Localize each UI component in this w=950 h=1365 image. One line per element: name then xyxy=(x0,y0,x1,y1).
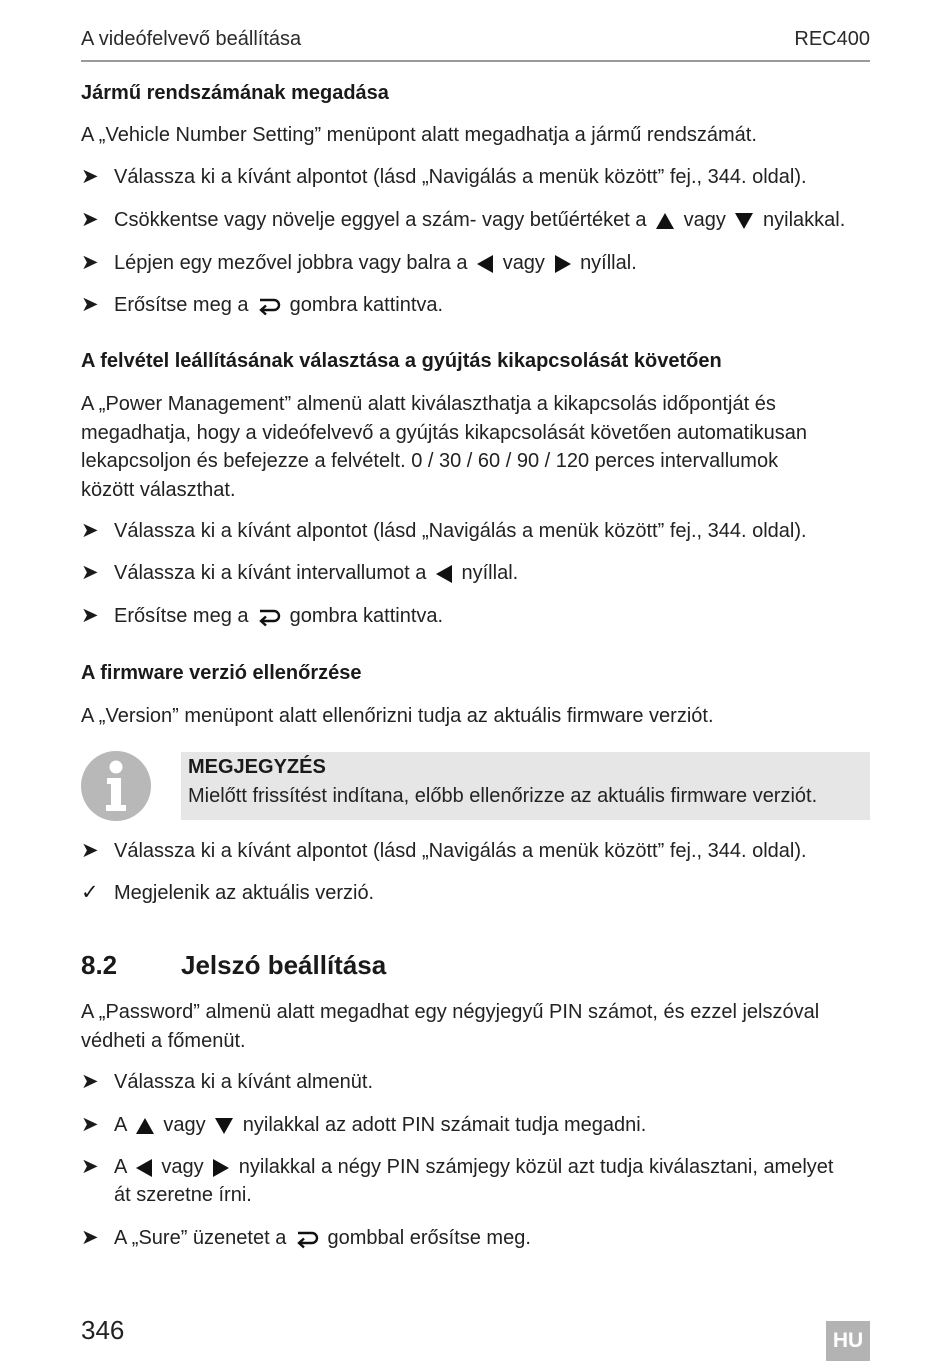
step-text: Válassza ki a kívánt alpontot (lásd „Navigálás a menük között” fej., 344. oldal). xyxy=(114,520,807,542)
vehicle-number-heading: Jármű rendszámának megadása xyxy=(81,82,389,104)
step-text: gombbal erősítse meg. xyxy=(327,1227,531,1249)
right-arrow-icon xyxy=(555,255,571,273)
step-text: nyíllal. xyxy=(580,252,637,274)
paragraph-line: A „Power Management” almenü alatt kiválaszthatja a kikapcsolás időpontját és xyxy=(81,393,776,415)
step-text: A xyxy=(114,1114,127,1136)
arrow-bullet-icon: ➤ xyxy=(81,604,99,627)
firmware-heading: A firmware verzió ellenőrzése xyxy=(81,662,362,684)
step-text: Csökkentse vagy növelje eggyel a szám- vagy betűértéket a xyxy=(114,209,647,231)
header-model: REC400 xyxy=(794,28,870,50)
arrow-bullet-icon: ➤ xyxy=(81,519,99,542)
step-text: Erősítse meg a xyxy=(114,605,249,627)
arrow-bullet-icon: ➤ xyxy=(81,293,99,316)
power-management-description xyxy=(81,390,870,504)
running-header xyxy=(81,28,870,62)
step-text: gombra kattintva. xyxy=(289,294,444,316)
step-text: vagy xyxy=(683,209,726,231)
paragraph-line: lekapcsoljon és befejezze a felvételt. 0 / 30 / 60 / 90 / 120 perces intervallumok xyxy=(81,450,779,472)
up-arrow-icon xyxy=(136,1118,154,1134)
section-number: 8.2 xyxy=(81,950,118,980)
step-text: nyilakkal. xyxy=(763,209,846,231)
note-title: MEGJEGYZÉS xyxy=(188,756,326,778)
step-text: Válassza ki a kívánt alpontot (lásd „Navigálás a menük között” fej., 344. oldal). xyxy=(114,840,807,862)
step-text: vagy xyxy=(502,252,545,274)
header-chapter-title: A videófelvevő beállítása xyxy=(81,28,302,50)
right-arrow-icon xyxy=(213,1159,229,1177)
arrow-bullet-icon: ➤ xyxy=(81,839,99,862)
enter-icon xyxy=(257,296,281,316)
step-text: Lépjen egy mezővel jobbra vagy balra a xyxy=(114,252,468,274)
paragraph-line: megadhatja, hogy a videófelvevő a gyújtás kikapcsolását követően automatikusan xyxy=(81,421,808,444)
step-text: nyilakkal a négy PIN számjegy közül azt tudja kiválasztani, amelyet xyxy=(238,1156,834,1178)
step-text: Válassza ki a kívánt intervallumot a xyxy=(114,562,427,584)
step-text: nyíllal. xyxy=(461,562,519,584)
info-icon xyxy=(80,750,152,822)
paragraph-line: A „Password” almenü alatt megadhat egy négyjegyű PIN számot, és ezzel jelszóval xyxy=(81,1001,820,1023)
firmware-intro: A „Version” menüpont alatt ellenőrizni tudja az aktuális firmware verziót. xyxy=(81,705,714,727)
enter-icon xyxy=(295,1229,319,1249)
step-text: nyilakkal az adott PIN számait tudja megadni. xyxy=(242,1114,647,1136)
step-text: gombra kattintva. xyxy=(289,605,444,627)
power-management-heading: A felvétel leállításának választása a gyújtás kikapcsolását követően xyxy=(81,350,722,372)
arrow-bullet-icon: ➤ xyxy=(81,165,99,188)
step-text: Válassza ki a kívánt almenüt. xyxy=(114,1071,374,1093)
arrow-bullet-icon: ➤ xyxy=(81,1155,99,1178)
left-arrow-icon xyxy=(136,1159,152,1177)
arrow-bullet-icon: ➤ xyxy=(81,1226,99,1249)
paragraph-line: között választhat. xyxy=(81,478,236,501)
page-number: 346 xyxy=(81,1315,125,1345)
arrow-bullet-icon: ➤ xyxy=(81,1113,99,1136)
section-title: Jelszó beállítása xyxy=(181,950,387,980)
step-text: vagy xyxy=(163,1114,206,1136)
up-arrow-icon xyxy=(656,213,674,229)
paragraph-line: védheti a főmenüt. xyxy=(81,1029,246,1052)
arrow-bullet-icon: ➤ xyxy=(81,1070,99,1093)
check-mark-icon: ✓ xyxy=(81,881,99,904)
left-arrow-icon xyxy=(477,255,493,273)
arrow-bullet-icon: ➤ xyxy=(81,208,99,231)
vehicle-number-intro: A „Vehicle Number Setting” menüpont alatt megadhatja a jármű rendszámát. xyxy=(81,124,757,146)
step-text: át szeretne írni. xyxy=(114,1184,252,1206)
enter-icon xyxy=(257,607,281,627)
password-description xyxy=(81,998,870,1055)
note-box xyxy=(181,752,870,820)
result-text: Megjelenik az aktuális verzió. xyxy=(114,882,375,904)
left-arrow-icon xyxy=(436,565,452,583)
arrow-bullet-icon: ➤ xyxy=(81,251,99,274)
step-text: A „Sure” üzenetet a xyxy=(114,1227,287,1249)
step-text: Válassza ki a kívánt alpontot (lásd „Navigálás a menük között” fej., 344. oldal). xyxy=(114,166,807,188)
language-badge: HU xyxy=(826,1321,870,1361)
step-text: A xyxy=(114,1156,127,1178)
down-arrow-icon xyxy=(215,1118,233,1134)
arrow-bullet-icon: ➤ xyxy=(81,561,99,584)
step-text: vagy xyxy=(161,1156,204,1178)
note-text: Mielőtt frissítést indítana, előbb ellenőrizze az aktuális firmware verziót. xyxy=(188,785,818,807)
down-arrow-icon xyxy=(735,213,753,229)
step-text: Erősítse meg a xyxy=(114,294,249,316)
